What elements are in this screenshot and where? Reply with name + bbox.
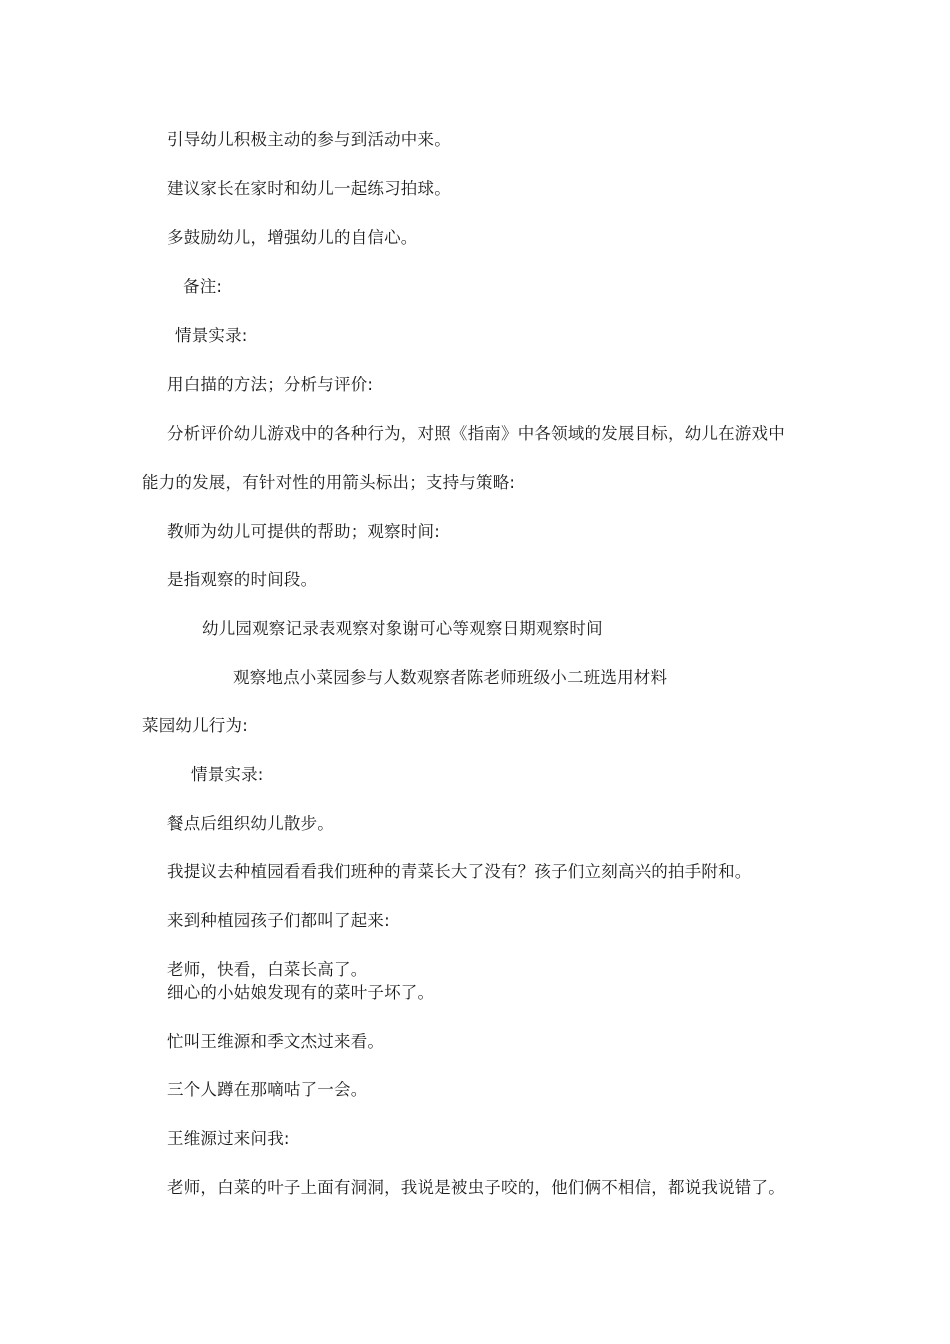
paragraph-line: 王维源过来问我:	[167, 1129, 290, 1148]
paragraph-line: 细心的小姑娘发现有的菜叶子坏了。	[167, 983, 435, 1002]
paragraph-line: 菜园幼儿行为:	[142, 716, 248, 735]
paragraph-line: 忙叫王维源和季文杰过来看。	[167, 1032, 385, 1051]
paragraph-line: 老师，白菜的叶子上面有洞洞，我说是被虫子咬的，他们俩不相信，都说我说错了。	[167, 1178, 785, 1197]
paragraph-line: 餐点后组织幼儿散步。	[167, 814, 334, 833]
paragraph-line: 老师，快看，白菜长高了。	[167, 960, 368, 979]
paragraph-line: 引导幼儿积极主动的参与到活动中来。	[167, 130, 451, 149]
paragraph-line: 三个人蹲在那嘀咕了一会。	[167, 1080, 368, 1099]
paragraph-line: 是指观察的时间段。	[167, 570, 318, 589]
table-header-line: 观察地点小菜园参与人数观察者陈老师班级小二班选用材料	[233, 668, 668, 687]
paragraph-line: 我提议去种植园看看我们班种的青菜长大了没有？孩子们立刻高兴的拍手附和。	[167, 862, 752, 881]
paragraph-line: 用白描的方法；分析与评价:	[167, 375, 374, 394]
paragraph-line: 建议家长在家时和幼儿一起练习拍球。	[167, 179, 451, 198]
scene-record-heading: 情景实录:	[175, 326, 248, 345]
remarks-heading: 备注:	[183, 277, 223, 296]
paragraph-line: 分析评价幼儿游戏中的各种行为，对照《指南》中各领域的发展目标，幼儿在游戏中	[167, 424, 785, 443]
scene-record-heading: 情景实录:	[191, 765, 264, 784]
paragraph-line: 能力的发展，有针对性的用箭头标出；支持与策略:	[142, 473, 516, 492]
table-header-line: 幼儿园观察记录表观察对象谢可心等观察日期观察时间	[202, 619, 603, 638]
paragraph-line: 来到种植园孩子们都叫了起来:	[167, 911, 390, 930]
paragraph-line: 教师为幼儿可提供的帮助；观察时间:	[167, 522, 440, 541]
paragraph-line: 多鼓励幼儿，增强幼儿的自信心。	[167, 228, 418, 247]
